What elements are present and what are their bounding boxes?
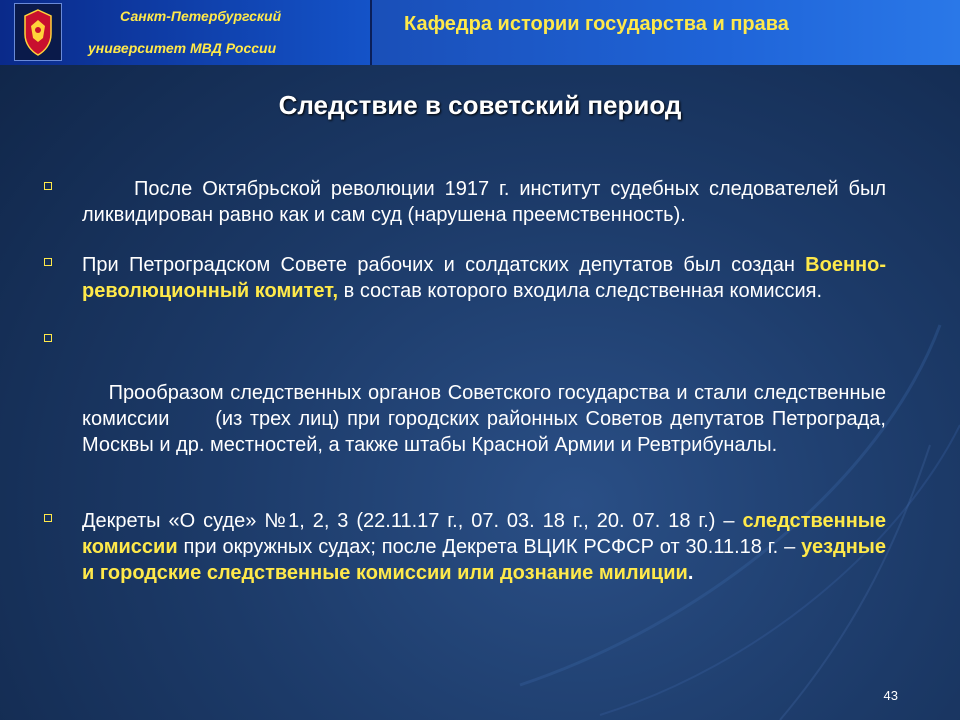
bullet-text: при окружных судах; после Декрета ВЦИК РСФСР от 30.11.18 г. – — [177, 536, 802, 558]
square-bullet-icon — [44, 334, 52, 342]
slide-title: Следствие в советский период — [278, 90, 682, 120]
department-block — [372, 0, 960, 65]
square-bullet-icon — [44, 514, 52, 522]
bullet-highlight: следственные комиссии — [82, 510, 886, 558]
bullet-text: в состав которого входила следственная комиссия. — [338, 280, 823, 302]
square-bullet-icon — [44, 182, 52, 190]
bullet-text: После Октябрьской революции 1917 г. институт судебных следователей был ликвидирован равно как и сам суд (нарушена преемственность). — [82, 178, 886, 226]
department-name: Кафедра истории государства и права — [404, 13, 789, 35]
bullet-text: . — [687, 562, 694, 584]
square-bullet-icon — [44, 258, 52, 266]
university-name-line2: университет МВД России — [88, 40, 277, 56]
bullet-text: Прообразом следственных органов Советского государства и стали следственные комиссии (из трех лиц) при городских районных Советов депутатов Петрограда, Москвы и др. местностей, а также штабы Красной Армии и Ревтрибуналы. — [82, 382, 892, 456]
bullet-item — [44, 508, 886, 586]
bullet-item — [44, 328, 892, 484]
bullet-highlight: Военно-революционный комитет, — [82, 254, 886, 302]
university-block — [0, 0, 372, 65]
university-name-line1: Санкт-Петербургский — [120, 8, 282, 24]
bullet-text: При Петроградском Совете рабочих и солдатских депутатов был создан — [82, 254, 806, 276]
page-number: 43 — [883, 688, 898, 703]
bullet-text: Декреты «О суде» №1, 2, 3 (22.11.17 г., 07. 03. 18 г., 20. 07. 18 г.) – — [82, 510, 743, 532]
bullet-highlight: уездные и городские следственные комиссии или дознание милиции — [82, 536, 886, 584]
bullet-list — [44, 176, 892, 610]
bullet-item — [44, 252, 886, 304]
mvd-emblem-icon — [14, 3, 62, 61]
bullet-item — [44, 176, 886, 228]
slide-header — [0, 0, 960, 65]
